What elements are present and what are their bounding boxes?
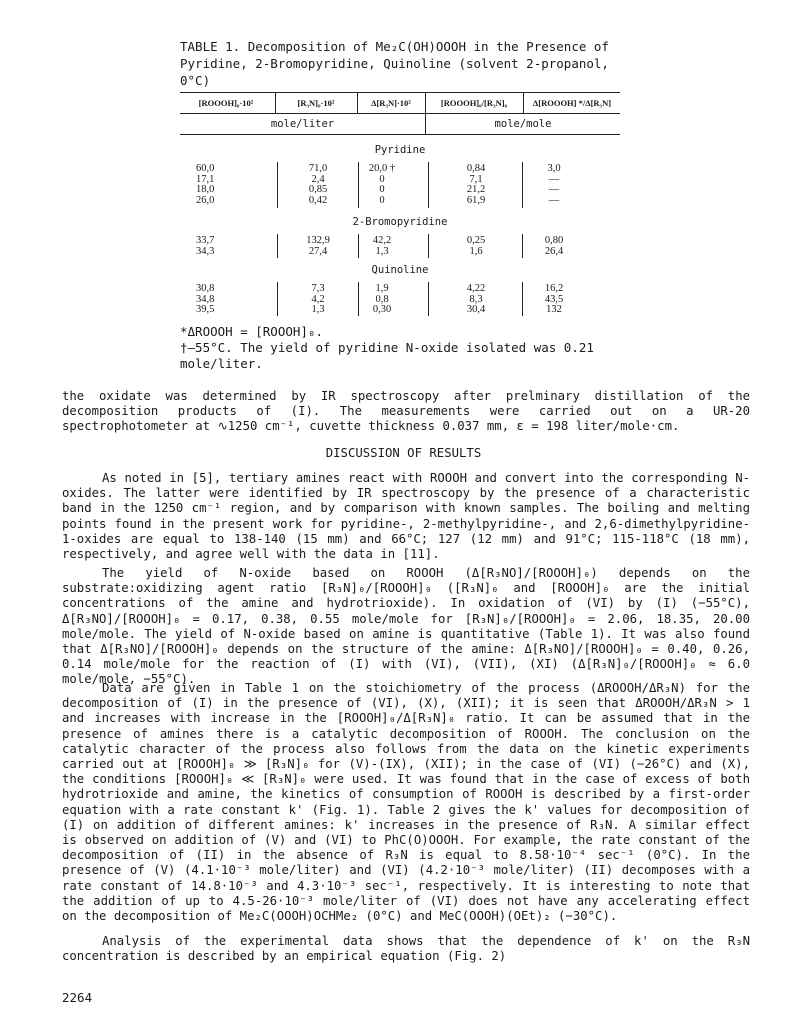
table-header-row xyxy=(180,92,620,114)
table-caption: TABLE 1. Decomposition of Me₂C(OH)OOOH in the Presence of Pyridine, 2-Bromopyridine, Quinoline (solvent 2-propanol, 0°C) xyxy=(180,39,609,88)
paragraph-3: Data are given in Table 1 on the stoichiometry of the process (ΔROOOH/ΔR₃N) for the decomposition of (I) in the presence of (VI), (X), (XII); it is seen that ΔROOOH/ΔR₃N > 1 and increases with increase in the [ROOOH]₀/Δ[R₃N]₀ ratio. It can be assumed that in the presence of amines there is a catalytic decomposition of ROOOH. The conclusion on the catalytic character of the process also follows from the data on the kinetic experiments carried out at [ROOOH]₀ ≫ [R₃N]₀ for (V)-(IX), (XII); in the case of (VI) (−26°C) and (X), the conditions [ROOOH]₀ ≪ [R₃N]₀ were used. It was found that in the case of excess of both hydrotrioxide and amine, the kinetics of consumption of ROOOH is described by a first-order equation with a rate constant k' (Fig. 1). Table 2 gives the k' values for decomposition of (I) on addition of different amines: k' increases in the presence of R₃N. A similar effect is observed on addition of (V) and (VI) to PhC(O)OOOH. For example, the rate constant of the decomposition of (II) in the absence of R₃N is equal to 8.58·10⁻⁴ sec⁻¹ (0°C). In the presence of (V) (4.1·10⁻³ mole/liter) and (VI) (4.2·10⁻³ mole/liter) (II) decomposes with a rate constant of 14.8·10⁻³ and 4.3·10⁻³ sec⁻¹, respectively. It is interesting to note that the addition of up to 4.5-26·10⁻³ mole/liter of (VI) does not have any accelerating effect on the decomposition of Me₂C(OOOH)OCHMe₂ (0°C) and MeC(OOOH)(OEt)₂ (−30°C). xyxy=(62,681,750,924)
header-rooooh0: [ROOOH]₀·10² xyxy=(198,98,254,108)
pyridine-col1: 60,0 17,1 18,0 26,0 xyxy=(196,163,215,206)
units-left: mole/liter xyxy=(270,118,335,130)
header-ratio: [ROOOH]₀/[R₃N]₀ xyxy=(440,98,508,108)
footnote-star: *ΔROOOH = [ROOOH]₀. xyxy=(180,324,323,339)
paragraph-1: As noted in [5], tertiary amines react with ROOOH and convert into the corresponding N-oxides. The latter were identified by IR spectroscopy by the presence of a characteristic band in the 1250 cm⁻¹ region, and by comparison with known samples. The boiling and melting points found in the present work for pyridine-, 2-methylpyridine-, and 2,6-dimethylpyridine-1-oxides are equal to 138-140 (15 mm) and 66°C; 127 (12 mm) and 91°C; 115-118°C (18 mm), respectively, and agree well with the data in [11]. xyxy=(62,471,750,562)
table-footnotes xyxy=(180,324,640,372)
section-title-bromopyridine: 2-Bromopyridine xyxy=(352,216,448,228)
bromopyridine-col1: 33,7 34,3 xyxy=(196,235,215,257)
section-heading: DISCUSSION OF RESULTS xyxy=(325,446,482,460)
bromopyridine-col5: 0,80 26,4 xyxy=(544,235,564,257)
pyridine-col4: 0,84 7,1 21,2 61,9 xyxy=(466,163,486,206)
section-title-quinoline: Quinoline xyxy=(371,264,429,276)
pyridine-col2: 71,0 2,4 0,85 0,42 xyxy=(308,163,328,206)
section-title-pyridine: Pyridine xyxy=(374,144,426,156)
header-stoichiometry: Δ[ROOOH] */Δ[R₃N] xyxy=(532,98,612,108)
quinoline-col3: 1,9 0,8 0,30 xyxy=(372,283,392,315)
units-right: mole/mole xyxy=(494,118,552,130)
pyridine-col3: 20,0 † 0 0 0 xyxy=(368,163,396,206)
paragraph-4: Analysis of the experimental data shows that the dependence of k' on the R₃N concentration is described by an empirical equation (Fig. 2) xyxy=(62,934,750,964)
bromopyridine-col4: 0,25 1,6 xyxy=(466,235,486,257)
page-number: 2264 xyxy=(62,990,93,1005)
paragraph-method: the oxidate was determined by IR spectroscopy after prelminary distillation of the decomposition products of (I). The measurements were carried out on a UR-20 spectrophotometer at ∿1250 cm⁻¹, cuvette thickness 0.037 mm, ε = 198 liter/mole·cm. xyxy=(62,389,750,434)
paragraph-2: The yield of N-oxide based on ROOOH (Δ[R₃NO]/[ROOOH]₀) depends on the substrate:oxidizing agent ratio [R₃N]₀/[ROOOH]₀ ([R₃N]₀ and [ROOOH]₀ are the initial concentrations of the amine and hydrotrioxide). In oxidation of (VI) by (I) (−55°C), Δ[R₃NO]/[ROOOH]₀ = 0.17, 0.38, 0.55 mole/mole for [R₃N]₀/[ROOOH]₀ = 2.06, 18.35, 20.00 mole/mole. The yield of N-oxide based on amine is quantitative (Table 1). It was also found that Δ[R₃NO]/[ROOOH]₀ depends on the structure of the amine: Δ[R₃NO]/[ROOOH]₀ = 0.40, 0.26, 0.14 mole/mole for the reaction of (I) with (VI), (VII), (XI) (Δ[R₃N]₀/[ROOOH]₀ ≈ 6.0 mole/mole, −55°C). xyxy=(62,566,750,687)
header-r3n0: [R₃N]₀·10² xyxy=(297,98,335,108)
quinoline-col5: 16,2 43,5 132 xyxy=(544,283,564,315)
units-row xyxy=(180,114,620,135)
header-delta-r3n: Δ[R₃N]·10² xyxy=(371,98,411,108)
quinoline-col2: 7,3 4,2 1,3 xyxy=(311,283,325,315)
quinoline-col1: 30,8 34,8 39,5 xyxy=(196,283,215,315)
quinoline-col4: 4,22 8,3 30,4 xyxy=(466,283,486,315)
pyridine-col5: 3,0 — — — xyxy=(547,163,561,206)
footnote-dagger: †—55°C. The yield of pyridine N-oxide isolated was 0.21 mole/liter. xyxy=(180,340,594,371)
bromopyridine-col2: 132,9 27,4 xyxy=(306,235,330,257)
bromopyridine-col3: 42,2 1,3 xyxy=(372,235,392,257)
